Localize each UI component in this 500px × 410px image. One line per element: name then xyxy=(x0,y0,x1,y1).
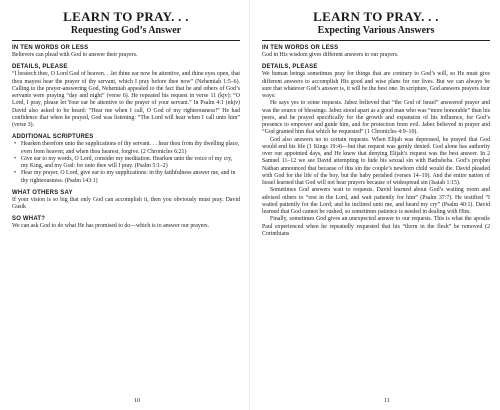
section-heading-what-others-say: WHAT OTHERS SAY xyxy=(12,189,73,196)
scripture-list xyxy=(12,141,240,185)
scripture-item xyxy=(14,170,240,185)
bullet-icon: • xyxy=(14,170,17,177)
right-page-title: LEARN TO PRAY. . . xyxy=(313,9,439,24)
scripture-text: Hear my prayer, O Lord, give ear to my supplications: in thy faithfulness answer me, and in thy righteousness. (Psalm 143:1) xyxy=(21,170,236,184)
right-page-subtitle: Expecting Various Answers xyxy=(317,25,435,36)
scripture-text: Give ear to my words, O Lord, consider my meditation. Hearken unto the voice of my cry, my King, and my God: for unto thee will I pray. (Psalm 5:1–2) xyxy=(21,155,233,169)
scripture-item xyxy=(14,155,240,171)
details-paragraph: He says yes to some requests. Jabez believed that “the God of Israel” answered prayer and was the source of blessings. Jabez stood apart as a good man who was “more honorable” than his peers, and he prayed specifically for the growth and expansion of his influence, for God’s presence to empower and guide him, and for protection from evil. Jabez believed in prayer and “God granted him that which he requested” (1 Chronicles 4:9–10). xyxy=(262,100,490,136)
bullet-icon: • xyxy=(14,155,17,162)
section-heading-ten-words: IN TEN WORDS OR LESS xyxy=(262,45,339,51)
details-paragraph: “I beseech thee, O Lord God of heaven. . .let thine ear now be attentive, and thine eyes open, that thou mayest hear the prayer of thy servant, which I pray before thee now” (Nehemiah 1:5–6). Calling to the prayer-answering God, Nehemiah appealed to the fact that he and others of God’s servants were praying “day and night” (verse 6). He repeated his request in verse 11 (kjv): “O Lord, I pray, please let Your ear be attentive to the prayer of your servant.” In Psalm 4:1 (nkjv) David also asked to be heard: “Hear me when I call, O God of my righteousness!” He had confidence that when he prayed, God was listening: “The Lord will hear when I call unto him” (verse 3). xyxy=(12,71,240,128)
title-rule xyxy=(262,40,490,41)
bullet-icon: • xyxy=(14,141,17,148)
details-paragraph: Finally, sometimes God gives an unexpected answer to our requests. This is what the apostle Paul experienced when he repeatedly requested that his “thorn in the flesh” be removed (2 Corinthians xyxy=(262,216,490,237)
page-number: 10 xyxy=(134,398,140,404)
section-heading-details: DETAILS, PLEASE xyxy=(12,64,68,71)
details-paragraph: God also answers no to certain requests. When Elijah was depressed, he prayed that God would end his life (1 Kings 19:4)—but that request was gently denied. God alone has authority over our appointed days, and He knew that denying Elijah’s request was the best answer. In 2 Samuel 11–12 we see David attempting to hide his sexual sin with Bathsheba. God’s prophet Nathan announced that because of this sin the couple’s newborn child would die. David pleaded with God for the life of the boy, but the baby perished (verses 14–19). And the entire nation of Israel learned that God will not hear prayers because of widespread sin (Isaiah 1:15). xyxy=(262,136,490,186)
left-page-subtitle: Requesting God’s Answer xyxy=(70,25,182,36)
section-heading-ten-words: IN TEN WORDS OR LESS xyxy=(12,45,89,51)
scripture-item xyxy=(14,141,240,156)
left-page-title: LEARN TO PRAY. . . xyxy=(63,9,189,24)
so-what-text: We can ask God to do what He has promised to do—which is to answer our prayers. xyxy=(12,223,210,230)
section-heading-additional-scriptures: ADDITIONAL SCRIPTURES xyxy=(12,134,94,141)
scripture-text: Hearken therefore unto the supplications of thy servant. . . hear thou from thy dwelling place, even from heaven; and when thou hearest, forgive. (2 Chronicles 6:21) xyxy=(21,141,240,155)
quote-text: If your vision is so big that only God can accomplish it, then you obviously must pray. David Gusik xyxy=(12,196,240,210)
details-paragraph: Sometimes God answers wait to requests. David learned about God’s waiting room and advised others to “rest in the Lord, and wait patiently for him” (Psalm 37:7). He testified “I waited patiently for the Lord; and he inclined unto me, and heard my cry” (Psalm 40:1). David learned that God cannot be rushed, so sometimes patience is needed in dealing with Him. xyxy=(262,187,490,215)
ten-words-text: Believers can plead with God to answer their prayers. xyxy=(12,52,138,58)
page-number: 11 xyxy=(384,398,390,404)
section-heading-so-what: SO WHAT? xyxy=(12,216,46,223)
ten-words-text: God in His wisdom gives different answers to our prayers. xyxy=(262,52,399,58)
right-page xyxy=(250,0,500,410)
details-paragraph: We human beings sometimes pray for things that are contrary to God’s will, so He must give different answers to accomplish His good and wise plans for our lives. But we can always be sure that whatever God’s answer is, it will be the best one. In scripture, God answers prayers four ways: xyxy=(262,71,490,99)
section-heading-details: DETAILS, PLEASE xyxy=(262,64,318,71)
title-rule xyxy=(12,40,240,41)
